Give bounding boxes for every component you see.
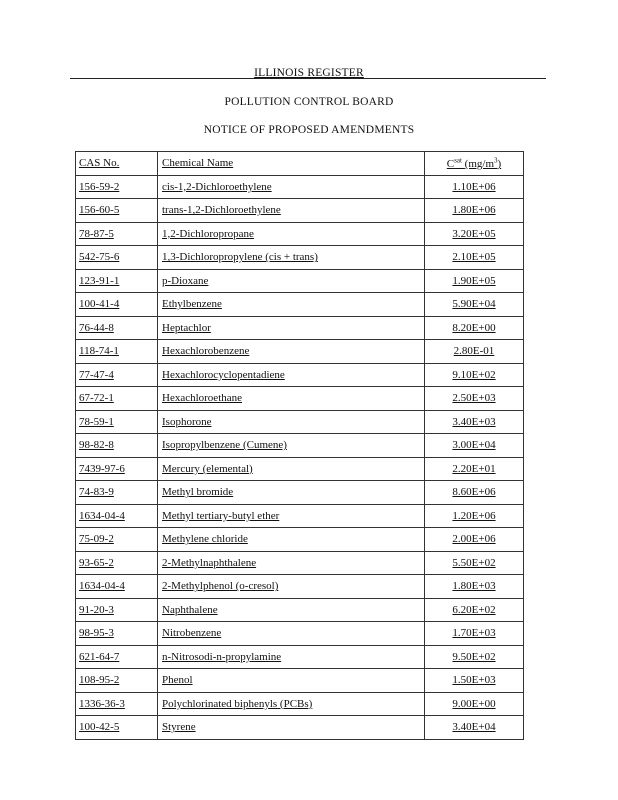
cas-number-cell: 156-59-2 — [76, 175, 158, 199]
table-row — [76, 528, 524, 552]
table-row — [76, 645, 524, 669]
cas-number-cell: 98-95-3 — [76, 622, 158, 646]
table-row — [76, 504, 524, 528]
concentration-cell: 1.90E+05 — [452, 274, 496, 287]
concentration-cell: 1.10E+06 — [452, 180, 496, 193]
cas-number-cell: 108-95-2 — [76, 669, 158, 693]
table-row — [76, 551, 524, 575]
chemical-name-cell: n-Nitrosodi-n-propylamine — [158, 645, 425, 669]
chemical-name-cell: Isopropylbenzene (Cumene) — [158, 434, 425, 458]
cas-number-cell: 1336-36-3 — [76, 692, 158, 716]
name-column-header: Chemical Name — [158, 152, 425, 176]
cas-column-header: CAS No. — [76, 152, 158, 176]
table-row — [76, 692, 524, 716]
chemical-name-cell: trans-1,2-Dichloroethylene — [158, 199, 425, 223]
concentration-cell: 5.50E+02 — [452, 556, 496, 569]
concentration-cell: 2.10E+05 — [452, 251, 496, 264]
chemical-name-cell: Ethylbenzene — [158, 293, 425, 317]
table-row — [76, 246, 524, 270]
chemical-name-cell: Polychlorinated biphenyls (PCBs) — [158, 692, 425, 716]
concentration-cell: 9.10E+02 — [452, 368, 496, 381]
chemical-name-cell: p-Dioxane — [158, 269, 425, 293]
cas-number-cell: 100-42-5 — [76, 716, 158, 740]
chemical-name-cell: Hexachlorocyclopentadiene — [158, 363, 425, 387]
concentration-cell: 2.00E+06 — [452, 533, 496, 546]
concentration-cell: 9.00E+00 — [452, 697, 496, 710]
cas-number-cell: 621-64-7 — [76, 645, 158, 669]
table-row — [76, 622, 524, 646]
table-row — [76, 175, 524, 199]
chemical-name-cell: Methyl tertiary-butyl ether — [158, 504, 425, 528]
cas-number-cell: 156-60-5 — [76, 199, 158, 223]
cas-number-cell: 1634-04-4 — [76, 504, 158, 528]
chemical-name-cell: 2-Methylnaphthalene — [158, 551, 425, 575]
concentration-cell: 1.70E+03 — [452, 627, 496, 640]
concentration-cell: 1.80E+06 — [452, 204, 496, 217]
chemical-name-cell: Styrene — [158, 716, 425, 740]
cas-number-cell: 93-65-2 — [76, 551, 158, 575]
concentration-cell: 2.50E+03 — [452, 392, 496, 405]
table-row — [76, 340, 524, 364]
table-row — [76, 363, 524, 387]
chemical-name-cell: 1,3-Dichloropropylene (cis + trans) — [158, 246, 425, 270]
cas-number-cell: 542-75-6 — [76, 246, 158, 270]
concentration-cell: 8.20E+00 — [452, 321, 496, 334]
table-row — [76, 269, 524, 293]
cas-number-cell: 100-41-4 — [76, 293, 158, 317]
cas-number-cell: 123-91-1 — [76, 269, 158, 293]
concentration-cell: 3.40E+04 — [452, 721, 496, 734]
table-row — [76, 434, 524, 458]
chemical-name-cell: Heptachlor — [158, 316, 425, 340]
concentration-cell: 9.50E+02 — [452, 650, 496, 663]
table-row — [76, 222, 524, 246]
cas-number-cell: 7439-97-6 — [76, 457, 158, 481]
chemical-name-cell: cis-1,2-Dichloroethylene — [158, 175, 425, 199]
cas-number-cell: 75-09-2 — [76, 528, 158, 552]
cas-number-cell: 78-59-1 — [76, 410, 158, 434]
concentration-cell: 3.00E+04 — [452, 439, 496, 452]
table-header-row — [76, 152, 524, 176]
concentration-cell: 1.50E+03 — [452, 674, 496, 687]
chemical-table — [75, 151, 524, 740]
table-row — [76, 387, 524, 411]
chemical-name-cell: Hexachloroethane — [158, 387, 425, 411]
cas-number-cell: 77-47-4 — [76, 363, 158, 387]
table-row — [76, 410, 524, 434]
chemical-name-cell: Hexachlorobenzene — [158, 340, 425, 364]
chemical-name-cell: Naphthalene — [158, 598, 425, 622]
chemical-name-cell: Phenol — [158, 669, 425, 693]
table-row — [76, 293, 524, 317]
concentration-cell: 3.20E+05 — [452, 227, 496, 240]
table-row — [76, 481, 524, 505]
cas-number-cell: 78-87-5 — [76, 222, 158, 246]
cas-number-cell: 1634-04-4 — [76, 575, 158, 599]
table-body — [76, 175, 524, 739]
table-row — [76, 199, 524, 223]
register-title: ILLINOIS REGISTER — [254, 67, 364, 79]
chemical-name-cell: Methylene chloride — [158, 528, 425, 552]
notice-title: NOTICE OF PROPOSED AMENDMENTS — [203, 124, 415, 136]
cas-number-cell: 67-72-1 — [76, 387, 158, 411]
table-row — [76, 716, 524, 740]
cas-number-cell: 98-82-8 — [76, 434, 158, 458]
concentration-cell: 6.20E+02 — [452, 603, 496, 616]
table-row — [76, 598, 524, 622]
table-row — [76, 457, 524, 481]
chemical-name-cell: Mercury (elemental) — [158, 457, 425, 481]
concentration-cell: 2.20E+01 — [452, 462, 496, 475]
table-row — [76, 575, 524, 599]
table-row — [76, 316, 524, 340]
cas-number-cell: 74-83-9 — [76, 481, 158, 505]
concentration-cell: 1.80E+03 — [452, 580, 496, 593]
concentration-cell: 2.80E-01 — [453, 345, 495, 358]
concentration-cell: 8.60E+06 — [452, 486, 496, 499]
chemical-name-cell: 2-Methylphenol (o-cresol) — [158, 575, 425, 599]
chemical-name-cell: Isophorone — [158, 410, 425, 434]
concentration-column-header: $C^{sat}$ $(mg/m^3)$ — [446, 156, 502, 171]
board-title: POLLUTION CONTROL BOARD — [224, 96, 394, 108]
cas-number-cell: 118-74-1 — [76, 340, 158, 364]
cas-number-cell: 76-44-8 — [76, 316, 158, 340]
chemical-name-cell: 1,2-Dichloropropane — [158, 222, 425, 246]
table-row — [76, 669, 524, 693]
chemical-name-cell: Methyl bromide — [158, 481, 425, 505]
concentration-cell: 1.20E+06 — [452, 509, 496, 522]
concentration-cell: 5.90E+04 — [452, 298, 496, 311]
concentration-cell: 3.40E+03 — [452, 415, 496, 428]
cas-number-cell: 91-20-3 — [76, 598, 158, 622]
chemical-name-cell: Nitrobenzene — [158, 622, 425, 646]
